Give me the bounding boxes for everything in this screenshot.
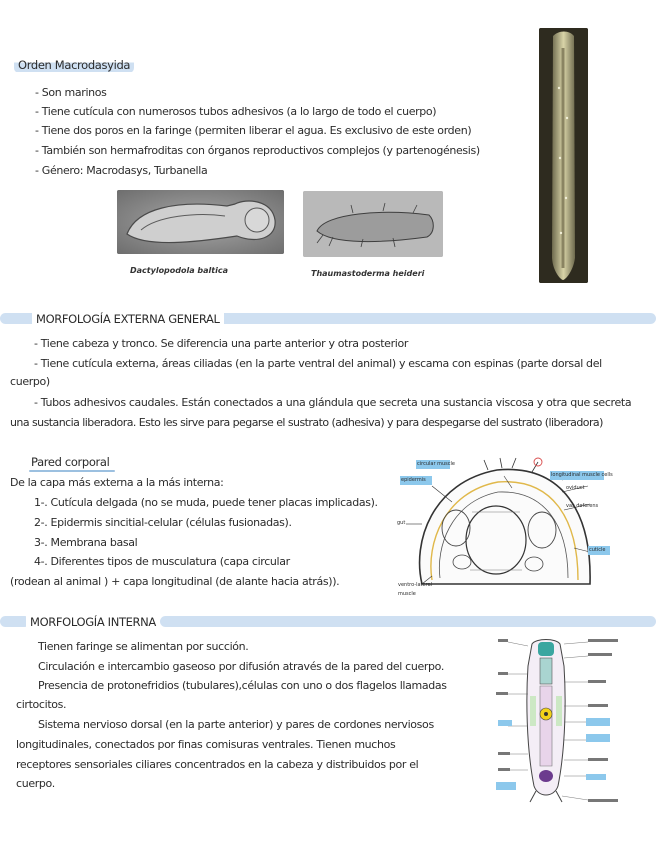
text-line: De la capa más externa a la más interna: [10,476,224,489]
section-band-right [160,616,656,627]
text-line: longitudinales, conectados por finas comisuras ventrales. Tienen muchos [16,738,396,751]
text-line: cuerpo) [10,375,50,388]
section-band-right [218,313,656,324]
text-line: - Tiene cutícula externa, áreas ciliadas (en la parte ventral del animal) y escama con espinas (parte dorsal del [34,357,602,370]
bullet-item: - Género: Macrodasys, Turbanella [35,164,208,177]
list-item: 3-. Membrana basal [34,536,138,549]
internal-anatomy-diagram [496,636,632,806]
list-item: 2-. Epidermis sincitial-celular (células fusionadas). [34,516,292,529]
diagram-label: oviduct [566,485,585,491]
diagram-label: ventro-lateral muscle [398,582,433,597]
text-line: - Tiene cabeza y tronco. Se diferencia una parte anterior y otra posterior [34,337,409,350]
diagram-label: cuticle [589,547,606,553]
text-line: Tienen faringe se alimentan por succión. [38,640,249,653]
diagram-label: longitudinal muscle cells [551,472,613,478]
text-line: Circulación e intercambio gaseoso por difusión através de la pared del cuerpo. [38,660,445,673]
text-line: cirtocitos. [16,698,67,711]
photo-caption: Dactylopodola baltica [130,266,229,275]
text-line: cuerpo. [16,777,55,790]
list-item: 4-. Diferentes tipos de musculatura (capa circular [34,555,290,568]
photo-thaumastoderma [303,191,443,257]
bullet-item: - Tiene dos poros en la faringe (permiten liberar el agua. Es exclusivo de este orden) [35,124,472,137]
title-underline [29,470,115,472]
diagram-label: circular muscle [417,461,455,467]
text-line: receptores sensoriales ciliares concentrados en la cabeza y distribuidos por el [16,758,419,771]
section-title-morfologia-interna: MORFOLOGÍA INTERNA [26,614,160,630]
list-item: (rodean al animal ) + capa longitudinal (de alante hacia atrás)). [10,575,340,588]
subsection-title-pared-corporal: Pared corporal [31,455,110,469]
diagram-label: epidermis [401,477,426,483]
bullet-item: - También son hermafroditas con órganos reproductivos complejos (y partenogénesis) [35,144,480,157]
bullet-item: - Son marinos [35,86,107,99]
list-item: 1-. Cutícula delgada (no se muda, puede tener placas implicadas). [34,496,378,509]
section-title-macrodasyida: Orden Macrodasyida [14,58,134,73]
section-title-morfologia-externa: MORFOLOGÍA EXTERNA GENERAL [32,311,224,327]
photo-dactylopodola [117,190,284,254]
text-line: - Tubos adhesivos caudales. Están conectados a una glándula que secreta una sustancia viscosa y otra que secreta [34,396,632,409]
text-line: Sistema nervioso dorsal (en la parte anterior) y pares de cordones nerviosos [38,718,434,731]
photo-caption: Thaumastoderma heideri [311,269,425,278]
bullet-item: - Tiene cutícula con numerosos tubos adhesivos (a lo largo de todo el cuerpo) [35,105,437,118]
diagram-label: gut [397,520,406,526]
diagram-label: vas deferens [566,503,599,509]
text-line: Presencia de protonefridios (tubulares),células con uno o dos flagelos llamadas [38,679,447,692]
text-line: una sustancia liberadora. Esto les sirve para pegarse el sustrato (adhesiva) y para despegarse del sustrato (liberadora) [10,416,603,429]
photo-gastrotrich-micrograph [539,28,588,283]
